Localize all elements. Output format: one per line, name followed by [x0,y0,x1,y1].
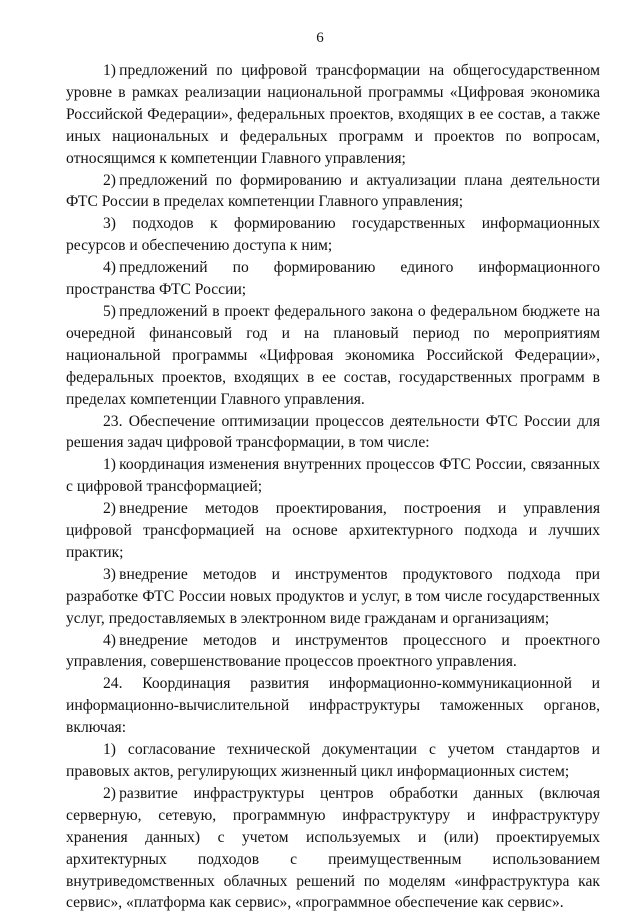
paragraph-22-3: 3) подходов к формированию государственных информационных ресурсов и обеспечению доступа к ним; [66,215,600,255]
paragraph-24: 24. Координация развития информационно-коммуникационной и информационно-вычислительной инфраструктуры таможенных органов, включая: [66,675,600,737]
paragraph-22-1: 1) предложений по цифровой трансформации на общегосударственном уровне в рамках реализации национальной программы «Цифровая экономика Российской Федерации», федеральных проектов, входящих в ее состав, а также иных национальных и федеральных программ и проектов по вопросам, относящимся к компетенции Главного управления; [66,62,600,167]
paragraph-24-2: 2) развитие инфраструктуры центров обработки данных (включая серверную, сетевую, программную инфраструктуру и инфраструктуру хранения данных) с учетом используемых и (или) проектируемых архитектурных подходов с преимущественным использованием внутриведомственных облачных решений по моделям «инфраструктура как сервис», «платформа как сервис», «программное обеспечение как сервис». [66,784,600,912]
paragraph-24-1: 1) согласование технической документации с учетом стандартов и правовых актов, регулирующих жизненный цикл информационных систем; [66,741,600,780]
paragraph-22-4: 4) предложений по формированию единого информационного пространства ФТС России; [66,259,600,299]
paragraph-23-3: 3) внедрение методов и инструментов продуктового подхода при разработке ФТС России новых продуктов и услуг, в том числе государственных услуг, предоставляемых в электронном виде гражданам и организациям; [66,565,600,627]
document-body [66,60,600,914]
paragraph-23: 23. Обеспечение оптимизации процессов деятельности ФТС России для решения задач цифровой трансформации, в том числе: [66,412,600,452]
page-number: 6 [316,30,324,46]
paragraph-23-2: 2) внедрение методов проектирования, построения и управления цифровой трансформацией на основе архитектурного подхода и лучших практик; [66,500,600,561]
paragraph-23-4: 4) внедрение методов и инструментов процессного и проектного управления, совершенствование процессов проектного управления. [66,631,600,671]
paragraph-22-2: 2) предложений по формированию и актуализации плана деятельности ФТС России в пределах компетенции Главного управления; [66,171,600,211]
paragraph-23-1: 1) координация изменения внутренних процессов ФТС России, связанных с цифровой трансформацией; [66,456,600,496]
paragraph-22-5: 5) предложений в проект федерального закона о федеральном бюджете на очередной финансовый год и на плановый период по мероприятиям национальной программы «Цифровая экономика Российской Федерации», федеральных проектов, входящих в ее состав, государственных программ в пределах компетенции Главного управления. [66,302,600,408]
